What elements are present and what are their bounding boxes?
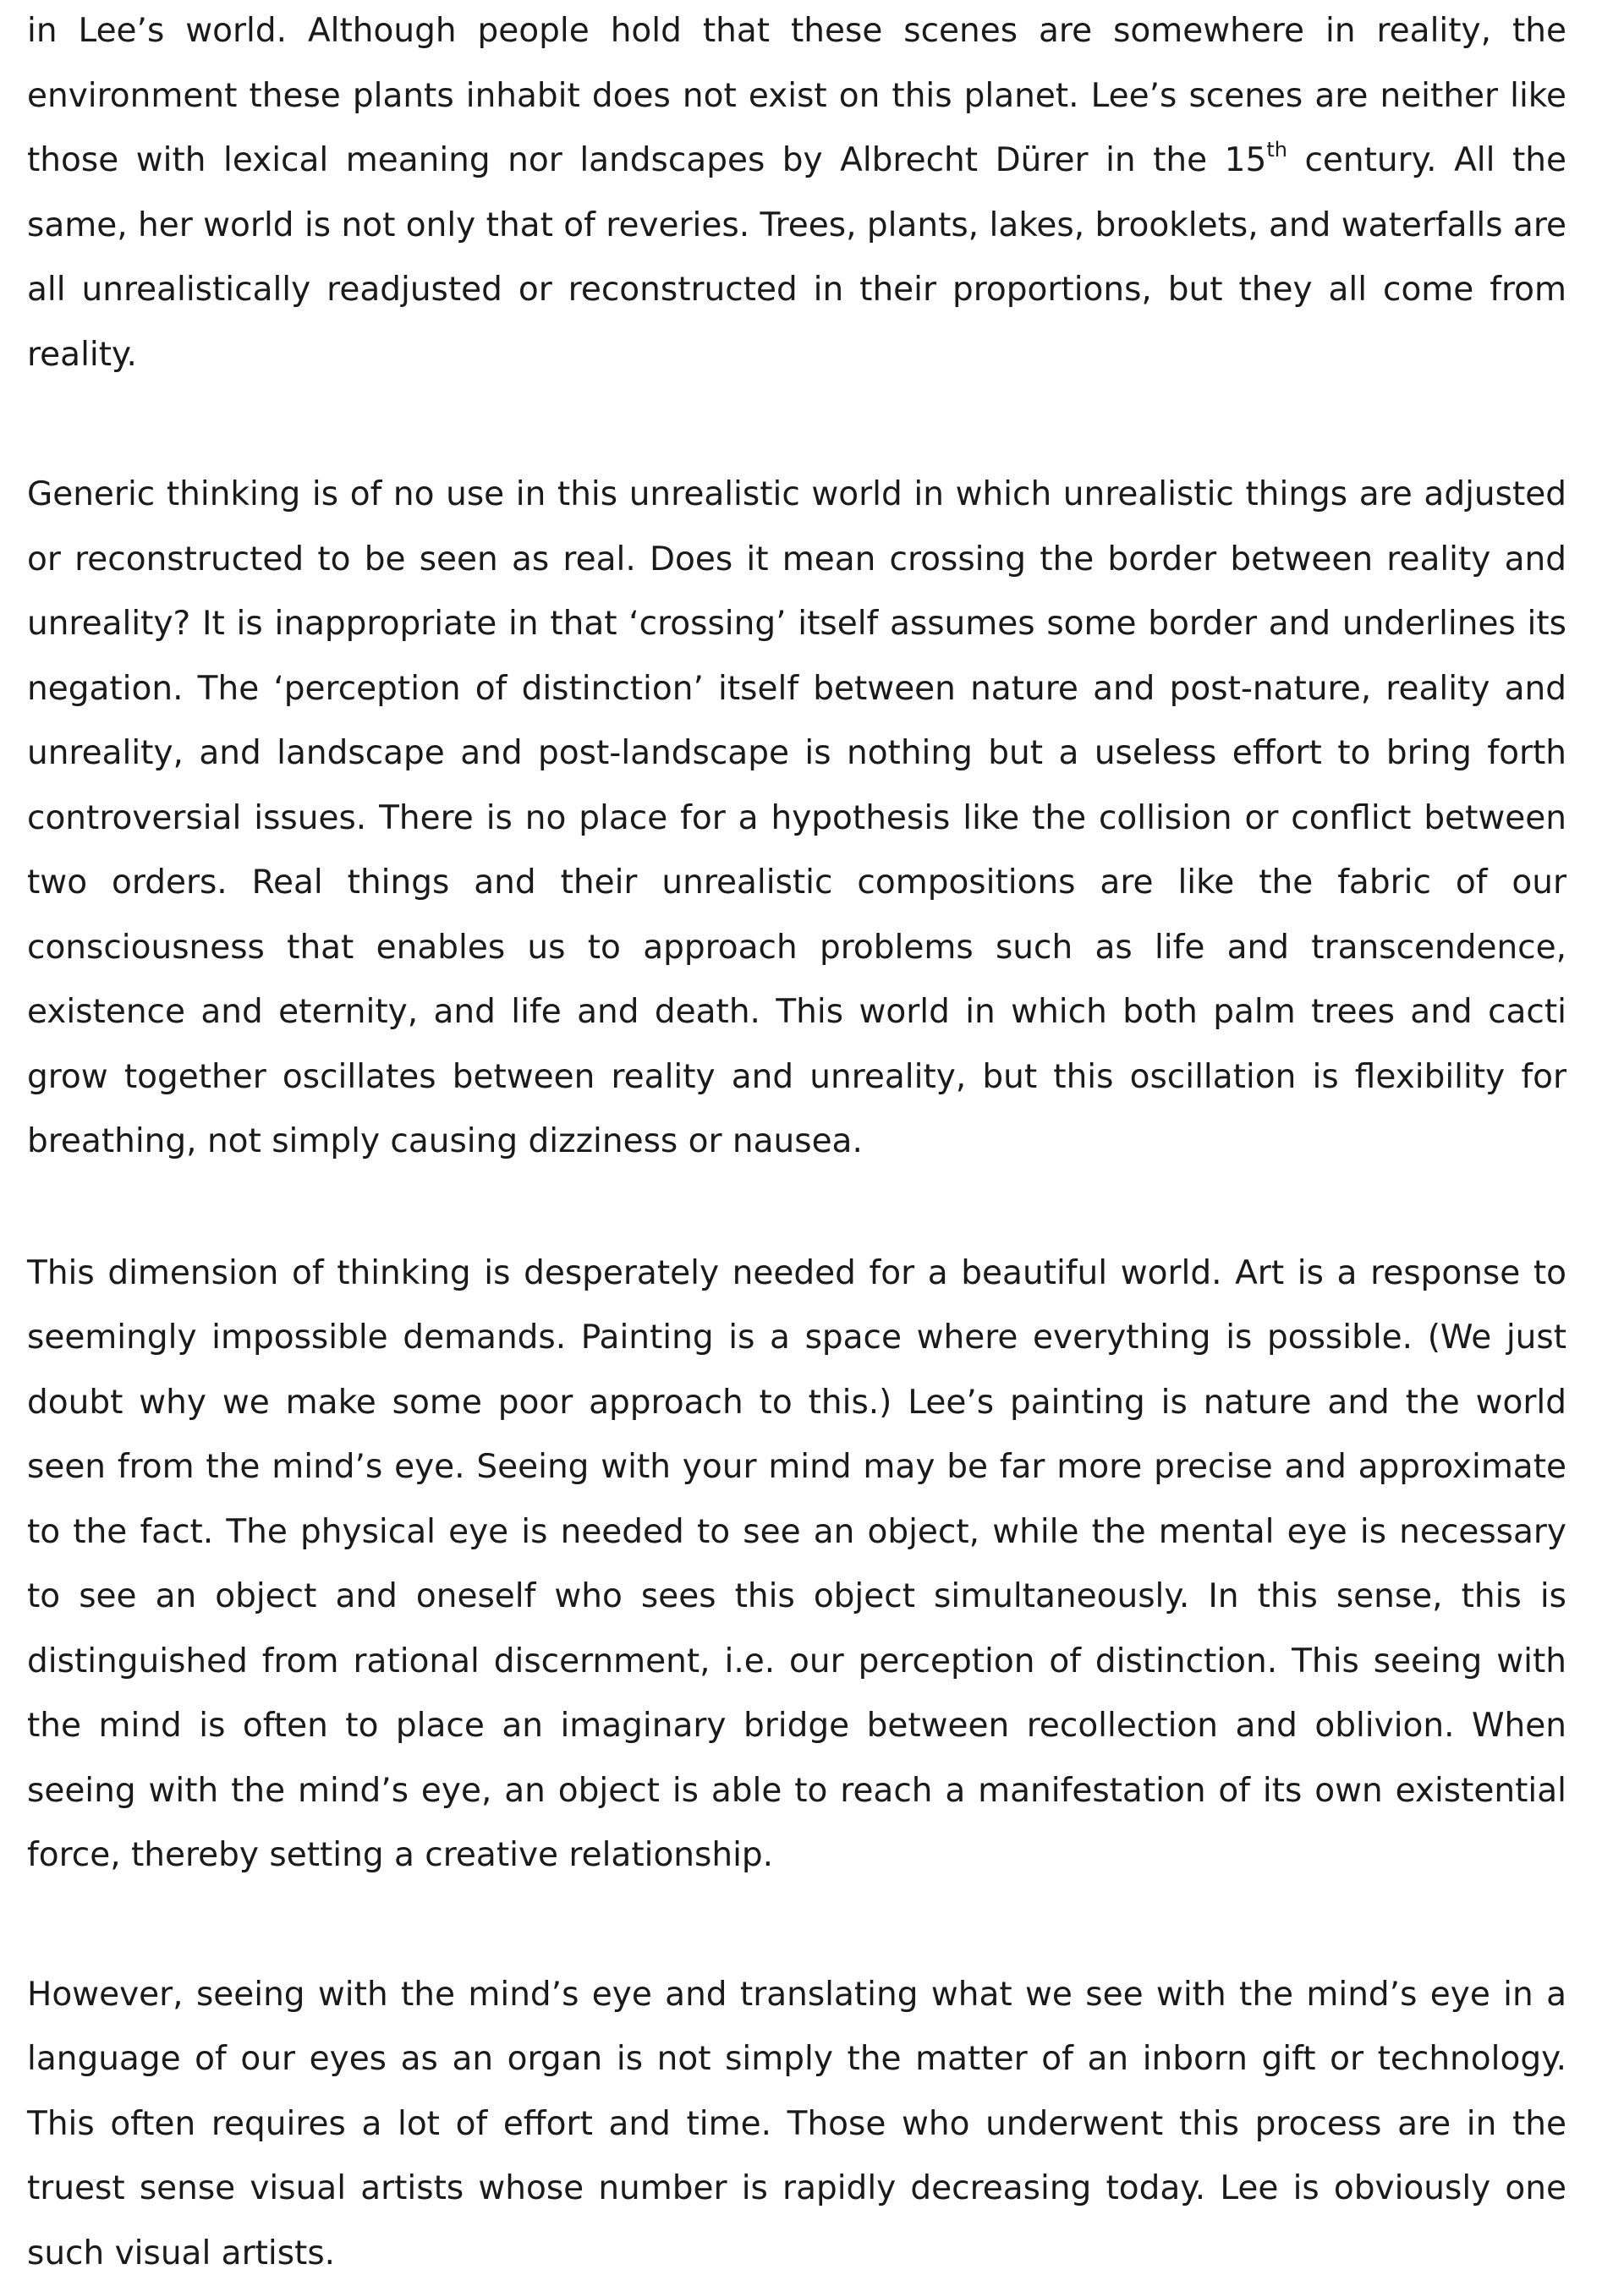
ordinal-superscript: th (1266, 138, 1287, 162)
paragraph-1-text-start: in Lee’s world. Although people hold that these scenes are somewhere in reality, the environment these plants inhabit does not exist on this planet. Lee’s scenes are neither like those with lexical meaning nor landscapes by Albrecht Dürer in the 15 (27, 12, 1566, 179)
paragraph-1 (27, 0, 1566, 387)
paragraph-3: This dimension of thinking is desperately needed for a beautiful world. Art is a response to seemingly impossible demands. Painting is a space where everything is possible. (We just doubt why we make some poor approach to this.) Lee’s painting is nature and the world seen from the mind’s eye. Seeing with your mind may be far more precise and approximate to the fact. The physical eye is needed to see an object, while the mental eye is necessary to see an object and oneself who sees this object simultaneously. In this sense, this is distinguished from rational discernment, i.e. our perception of distinction. This seeing with the mind is often to place an imaginary bridge between recollection and oblivion. When seeing with the mind’s eye, an object is able to reach a manifestation of its own existential force, thereby setting a creative relationship. (27, 1242, 1566, 1889)
document-page (27, 0, 1566, 2286)
paragraph-1-text-end: century. All the same, her world is not only that of reveries. Trees, plants, lakes, brooklets, and waterfalls are all unrealistically readjusted or reconstructed in their proportions, but they all come from reality. (27, 141, 1566, 374)
paragraph-4: However, seeing with the mind’s eye and translating what we see with the mind’s eye in a language of our eyes as an organ is not simply the matter of an inborn gift or technology. This often requires a lot of effort and time. Those who underwent this process are in the truest sense visual artists whose number is rapidly decreasing today. Lee is obviously one such visual artists. (27, 1963, 1566, 2286)
paragraph-2: Generic thinking is of no use in this unrealistic world in which unrealistic things are adjusted or reconstructed to be seen as real. Does it mean crossing the border between reality and unreality? It is inappropriate in that ‘crossing’ itself assumes some border and underlines its negation. The ‘perception of distinction’ itself between nature and post-nature, reality and unreality, and landscape and post-landscape is nothing but a useless effort to bring forth controversial issues. There is no place for a hypothesis like the collision or conflict between two orders. Real things and their unrealistic compositions are like the fabric of our consciousness that enables us to approach problems such as life and transcendence, existence and eternity, and life and death. This world in which both palm trees and cacti grow together oscillates between reality and unreality, but this oscillation is flexibility for breathing, not simply causing dizziness or nausea. (27, 463, 1566, 1175)
